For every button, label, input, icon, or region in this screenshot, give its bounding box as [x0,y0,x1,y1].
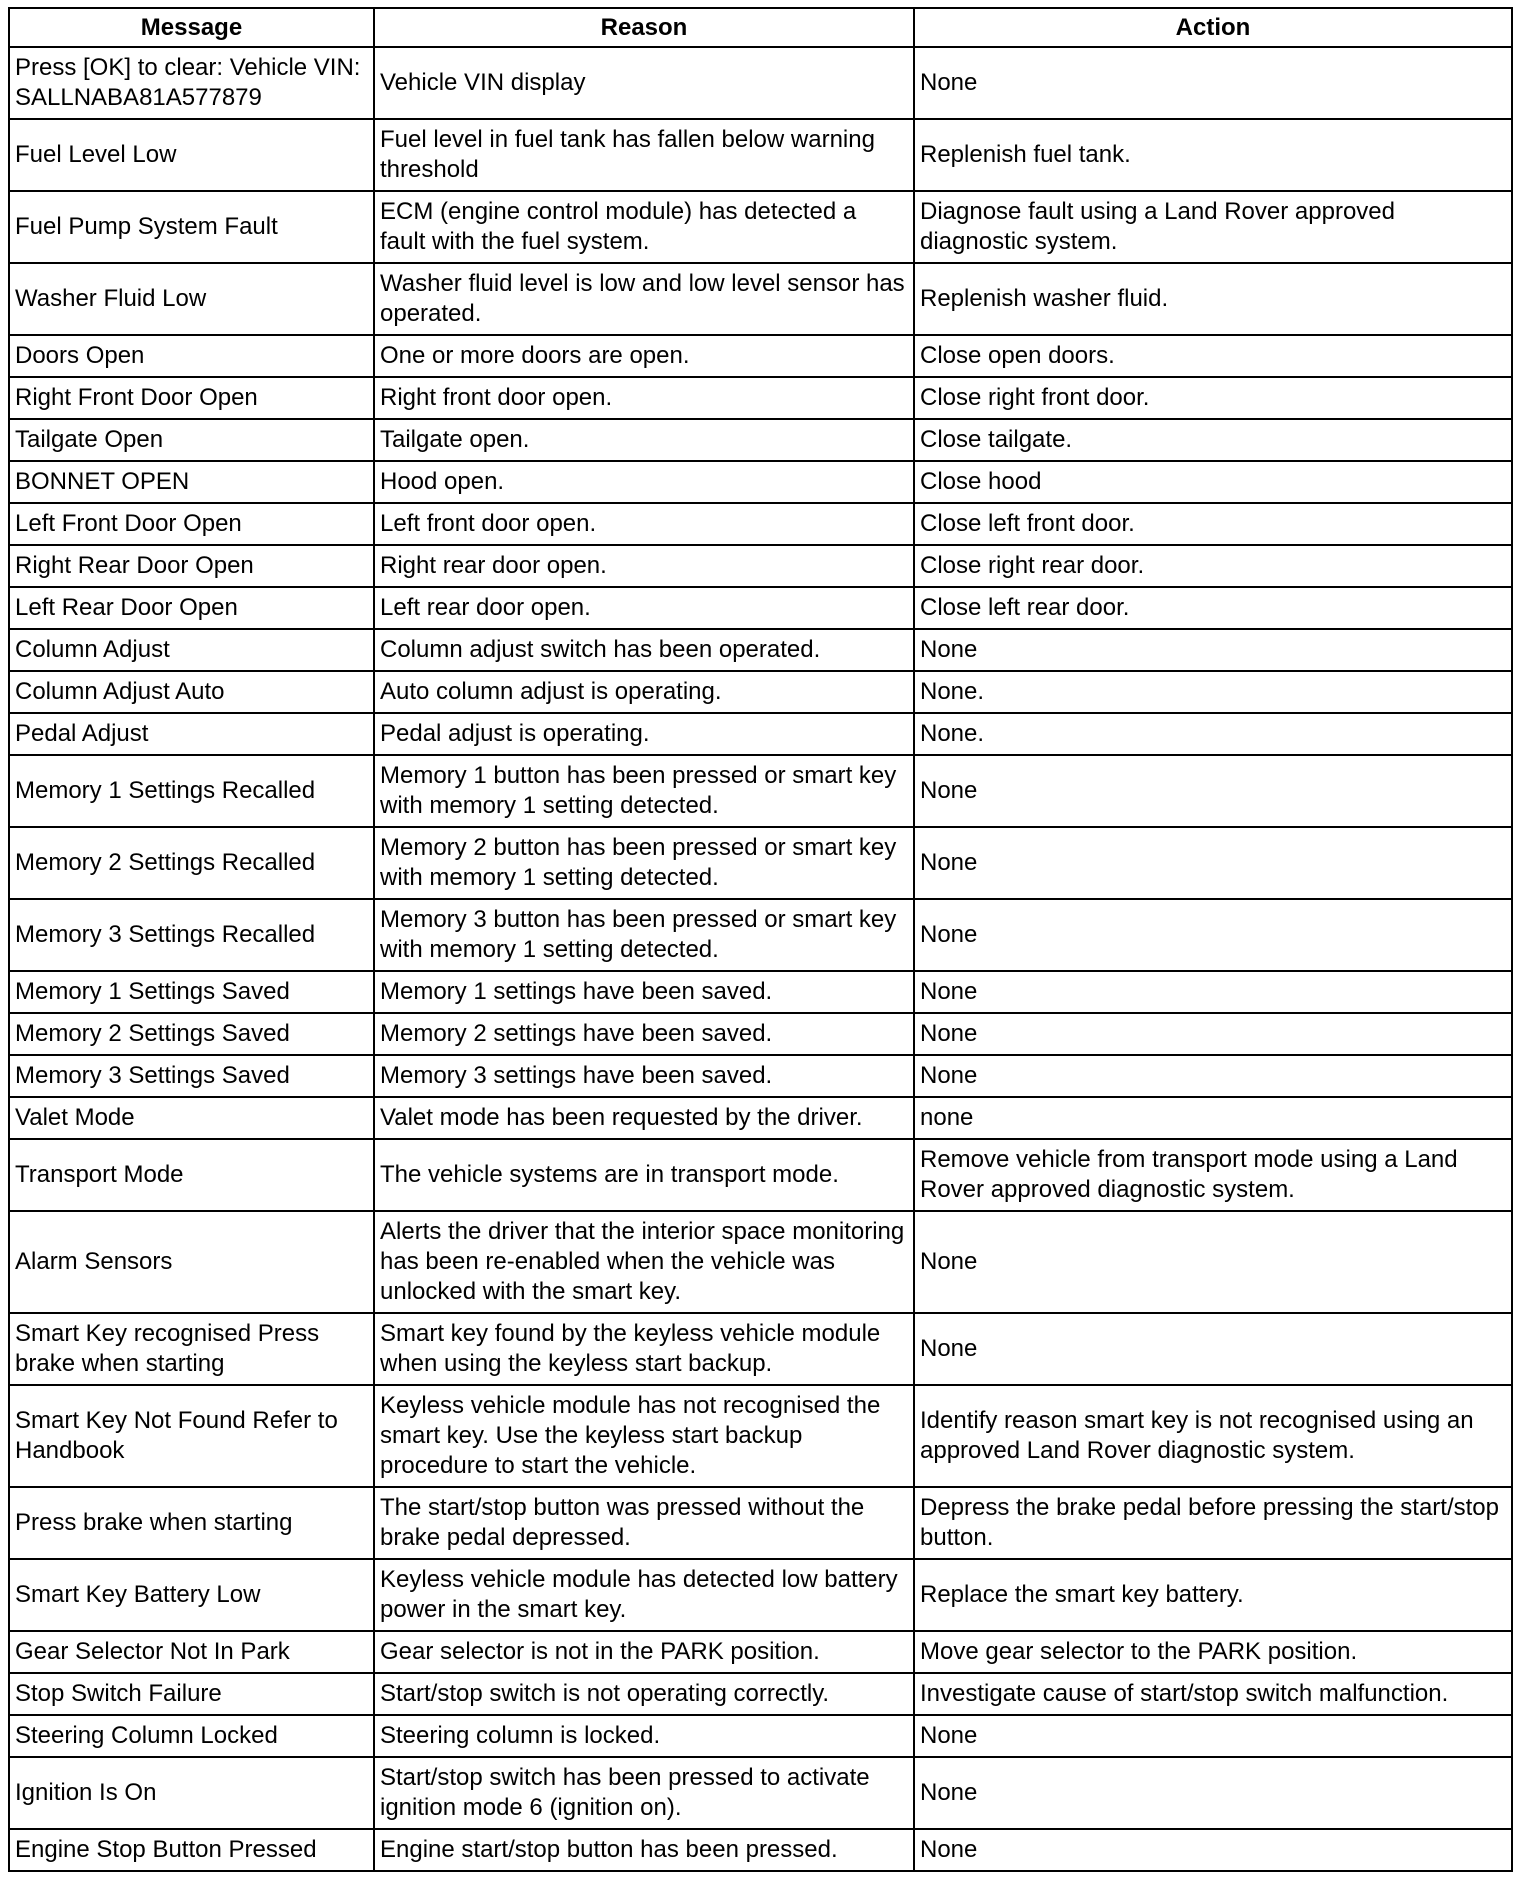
action-cell: None [914,47,1512,119]
action-cell: Close tailgate. [914,419,1512,461]
reason-cell: The start/stop button was pressed without the brake pedal depressed. [374,1487,914,1559]
message-cell: Smart Key recognised Press brake when starting [9,1313,374,1385]
reason-cell: Start/stop switch is not operating correctly. [374,1673,914,1715]
message-cell: Ignition Is On [9,1757,374,1829]
action-cell: None [914,1829,1512,1871]
action-cell: None. [914,713,1512,755]
table-row [9,1013,1512,1055]
message-cell: Smart Key Battery Low [9,1559,374,1631]
reason-cell: The vehicle systems are in transport mode. [374,1139,914,1211]
message-table [8,7,1513,1872]
reason-cell: Alerts the driver that the interior space monitoring has been re-enabled when the vehicle was unlocked with the smart key. [374,1211,914,1313]
table-row [9,1487,1512,1559]
action-cell: Close open doors. [914,335,1512,377]
reason-cell: Memory 2 settings have been saved. [374,1013,914,1055]
table-row [9,335,1512,377]
message-cell: Gear Selector Not In Park [9,1631,374,1673]
table-row [9,1211,1512,1313]
action-cell: Replenish washer fluid. [914,263,1512,335]
action-cell: None [914,1715,1512,1757]
table-row [9,1385,1512,1487]
message-cell: Column Adjust Auto [9,671,374,713]
reason-cell: Gear selector is not in the PARK position. [374,1631,914,1673]
message-cell: Pedal Adjust [9,713,374,755]
message-cell: Fuel Level Low [9,119,374,191]
message-cell: Fuel Pump System Fault [9,191,374,263]
message-cell: Left Front Door Open [9,503,374,545]
message-cell: Doors Open [9,335,374,377]
reason-cell: Keyless vehicle module has detected low battery power in the smart key. [374,1559,914,1631]
reason-cell: Fuel level in fuel tank has fallen below warning threshold [374,119,914,191]
action-cell: None [914,827,1512,899]
action-cell: Close hood [914,461,1512,503]
table-row [9,545,1512,587]
table-row [9,629,1512,671]
action-cell: None [914,971,1512,1013]
table-row [9,503,1512,545]
reason-cell: Auto column adjust is operating. [374,671,914,713]
message-cell: Tailgate Open [9,419,374,461]
table-row [9,1313,1512,1385]
message-cell: Memory 2 Settings Recalled [9,827,374,899]
reason-cell: Pedal adjust is operating. [374,713,914,755]
message-cell: Right Front Door Open [9,377,374,419]
table-row [9,671,1512,713]
action-cell: None [914,1013,1512,1055]
table-row [9,419,1512,461]
message-cell: Right Rear Door Open [9,545,374,587]
reason-cell: One or more doors are open. [374,335,914,377]
action-cell: None [914,899,1512,971]
reason-cell: Memory 1 settings have been saved. [374,971,914,1013]
reason-cell: Memory 1 button has been pressed or smart key with memory 1 setting detected. [374,755,914,827]
table-row [9,47,1512,119]
action-cell: Move gear selector to the PARK position. [914,1631,1512,1673]
table-header [9,8,1512,47]
action-cell: Close left front door. [914,503,1512,545]
reason-cell: Vehicle VIN display [374,47,914,119]
table-row [9,971,1512,1013]
table-row [9,899,1512,971]
header-action: Action [914,8,1512,47]
message-cell: Memory 1 Settings Saved [9,971,374,1013]
table-body [9,47,1512,1871]
table-row [9,1715,1512,1757]
table-row [9,119,1512,191]
action-cell: None [914,1055,1512,1097]
reason-cell: Memory 3 button has been pressed or smart key with memory 1 setting detected. [374,899,914,971]
header-row [9,8,1512,47]
table-row [9,1631,1512,1673]
table-row [9,263,1512,335]
message-table-container [8,7,1511,1872]
action-cell: Replenish fuel tank. [914,119,1512,191]
action-cell: Diagnose fault using a Land Rover approved diagnostic system. [914,191,1512,263]
reason-cell: ECM (engine control module) has detected a fault with the fuel system. [374,191,914,263]
reason-cell: Column adjust switch has been operated. [374,629,914,671]
reason-cell: Start/stop switch has been pressed to activate ignition mode 6 (ignition on). [374,1757,914,1829]
table-row [9,755,1512,827]
table-row [9,461,1512,503]
action-cell: Close right rear door. [914,545,1512,587]
table-row [9,1139,1512,1211]
message-cell: Steering Column Locked [9,1715,374,1757]
table-row [9,377,1512,419]
message-cell: Left Rear Door Open [9,587,374,629]
message-cell: Washer Fluid Low [9,263,374,335]
message-cell: Press [OK] to clear: Vehicle VIN: SALLNABA81A577879 [9,47,374,119]
action-cell: Close left rear door. [914,587,1512,629]
action-cell: None. [914,671,1512,713]
table-row [9,191,1512,263]
reason-cell: Left front door open. [374,503,914,545]
message-cell: Stop Switch Failure [9,1673,374,1715]
action-cell: None [914,1757,1512,1829]
message-cell: Engine Stop Button Pressed [9,1829,374,1871]
message-cell: Valet Mode [9,1097,374,1139]
reason-cell: Right front door open. [374,377,914,419]
message-cell: Memory 3 Settings Recalled [9,899,374,971]
action-cell: Depress the brake pedal before pressing the start/stop button. [914,1487,1512,1559]
table-row [9,1829,1512,1871]
table-row [9,1673,1512,1715]
message-cell: Smart Key Not Found Refer to Handbook [9,1385,374,1487]
action-cell: none [914,1097,1512,1139]
message-cell: Alarm Sensors [9,1211,374,1313]
action-cell: Close right front door. [914,377,1512,419]
reason-cell: Left rear door open. [374,587,914,629]
reason-cell: Smart key found by the keyless vehicle module when using the keyless start backup. [374,1313,914,1385]
reason-cell: Tailgate open. [374,419,914,461]
message-cell: Memory 3 Settings Saved [9,1055,374,1097]
reason-cell: Memory 2 button has been pressed or smart key with memory 1 setting detected. [374,827,914,899]
action-cell: Replace the smart key battery. [914,1559,1512,1631]
reason-cell: Steering column is locked. [374,1715,914,1757]
action-cell: None [914,629,1512,671]
action-cell: None [914,755,1512,827]
message-cell: Memory 1 Settings Recalled [9,755,374,827]
table-row [9,1559,1512,1631]
message-cell: Memory 2 Settings Saved [9,1013,374,1055]
reason-cell: Memory 3 settings have been saved. [374,1055,914,1097]
action-cell: None [914,1211,1512,1313]
table-row [9,1055,1512,1097]
reason-cell: Right rear door open. [374,545,914,587]
table-row [9,1097,1512,1139]
message-cell: BONNET OPEN [9,461,374,503]
table-row [9,827,1512,899]
header-reason: Reason [374,8,914,47]
reason-cell: Hood open. [374,461,914,503]
table-row [9,713,1512,755]
reason-cell: Keyless vehicle module has not recognised the smart key. Use the keyless start backup procedure to start the vehicle. [374,1385,914,1487]
table-row [9,587,1512,629]
message-cell: Column Adjust [9,629,374,671]
reason-cell: Washer fluid level is low and low level sensor has operated. [374,263,914,335]
action-cell: Remove vehicle from transport mode using a Land Rover approved diagnostic system. [914,1139,1512,1211]
table-row [9,1757,1512,1829]
action-cell: Identify reason smart key is not recognised using an approved Land Rover diagnostic system. [914,1385,1512,1487]
reason-cell: Valet mode has been requested by the driver. [374,1097,914,1139]
message-cell: Press brake when starting [9,1487,374,1559]
action-cell: None [914,1313,1512,1385]
message-cell: Transport Mode [9,1139,374,1211]
action-cell: Investigate cause of start/stop switch malfunction. [914,1673,1512,1715]
header-message: Message [9,8,374,47]
reason-cell: Engine start/stop button has been pressed. [374,1829,914,1871]
